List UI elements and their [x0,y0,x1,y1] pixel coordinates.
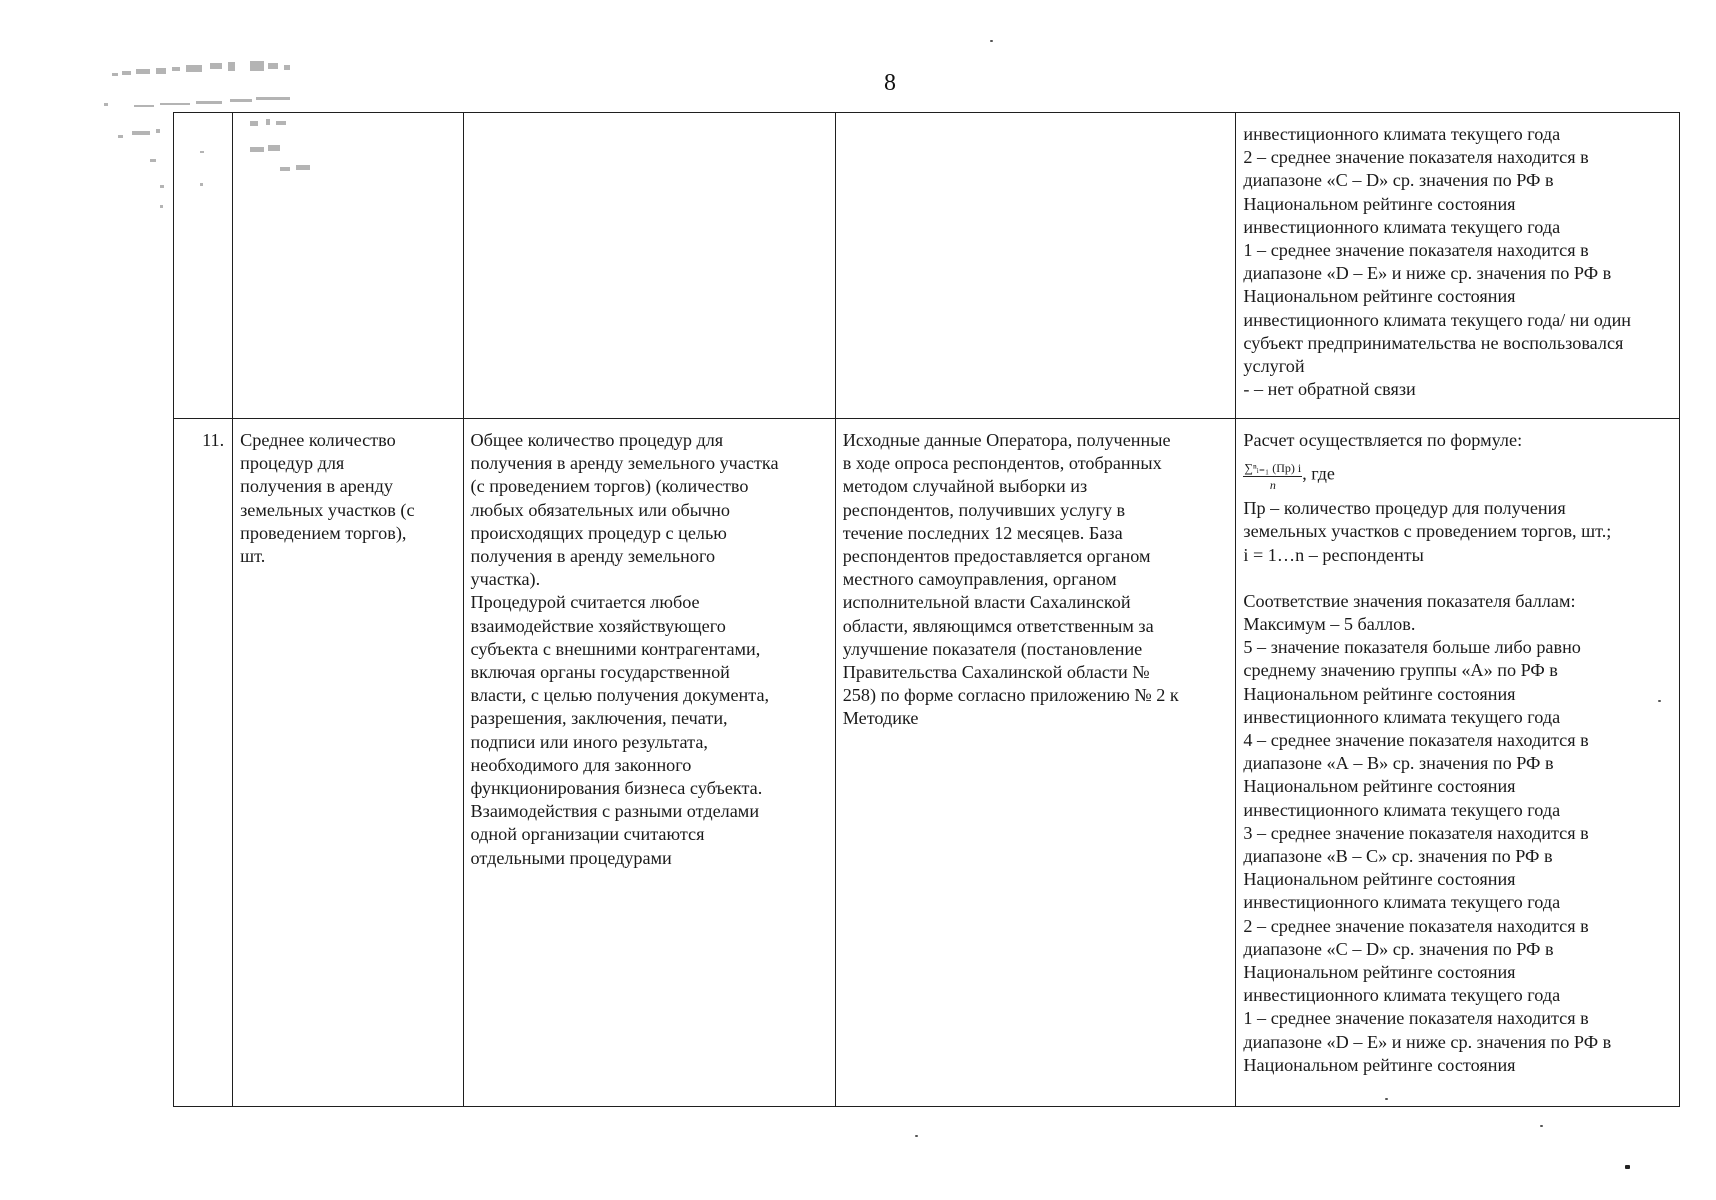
calculation-cell [1236,419,1680,1107]
definition-line: включая органы государственной [470,662,730,683]
calc-line: земельных участков с проведением торгов, шт.; [1243,521,1612,542]
scan-speck [1658,700,1661,702]
indicator-name-cell [233,113,463,419]
indicator-line: Среднее количество [240,430,396,450]
criteria-line: субъект предпринимательства не воспользовался [1243,332,1624,353]
criteria-line: диапазоне «С – D» ср. значения по РФ в [1243,170,1554,191]
source-line: местного самоуправления, органом [842,569,1117,590]
definition-line: Процедурой считается любое [470,592,700,613]
definition-line: Общее количество процедур для [470,430,724,450]
calc-line: i = 1…n – респонденты [1243,544,1424,565]
definition-line: одной организации считаются [470,824,705,845]
indicators-table [173,112,1680,1107]
criteria-line: услугой [1243,356,1305,377]
score-line: Национальном рейтинге состояния [1243,1054,1516,1075]
score-line: диапазоне «А – В» ср. значения по РФ в [1243,753,1554,774]
score-line: Соответствие значения показателя баллам: [1243,590,1576,611]
definition-line: функционирования бизнеса субъекта. [470,778,763,799]
definition-line: любых обязательных или обычно [470,499,730,520]
source-line: 258) по форме согласно приложению № 2 к [842,685,1179,706]
criteria-line: Национальном рейтинге состояния [1243,286,1516,307]
paragraph-gap [1243,567,1672,590]
score-line: инвестиционного климата текущего года [1243,799,1561,820]
criteria-line: - – нет обратной связи [1243,379,1416,400]
source-line: улучшение показателя (постановление [842,638,1143,659]
source-line: Исходные данные Оператора, полученные [842,430,1171,450]
criteria-line: Национальном рейтинге состояния [1243,193,1516,214]
score-line: 3 – среднее значение показателя находится в [1243,822,1589,843]
indicator-line: земельных участков (с [240,499,415,520]
scan-speck [1540,1125,1543,1127]
definition-line: получения в аренду земельного [470,546,716,567]
score-line: среднему значению группы «А» по РФ в [1243,660,1558,681]
definition-line: происходящих процедур с целью [470,522,727,543]
table-row-11 [174,419,1680,1107]
criteria-line: инвестиционного климата текущего года [1243,216,1561,237]
page-number: 8 [884,70,896,96]
definition-line: подписи или иного результата, [470,731,708,752]
source-line: Методике [842,708,919,729]
row-number-cell [174,113,233,419]
score-line: Национальном рейтинге состояния [1243,962,1516,983]
definition-line: необходимого для законного [470,754,692,775]
score-line: Максимум – 5 баллов. [1243,614,1416,635]
source-line: исполнительной власти Сахалинской [842,592,1131,613]
calculation-cell [1236,113,1680,419]
definition-cell [463,113,835,419]
definition-line: субъекта с внешними контрагентами, [470,638,761,659]
formula-suffix: , где [1302,463,1335,484]
definition-cell [463,419,835,1107]
definition-line: взаимодействие хозяйствующего [470,615,726,636]
score-line: инвестиционного климата текущего года [1243,892,1561,913]
table-row-continued [174,113,1680,419]
definition-line: Взаимодействия с разными отделами [470,801,760,822]
indicator-line: шт. [240,546,266,567]
score-line: диапазоне «С – D» ср. значения по РФ в [1243,938,1554,959]
source-line: респондентов, получивших услугу в [842,499,1126,520]
score-line: 4 – среднее значение показателя находится в [1243,730,1589,751]
source-line: в ходе опроса респондентов, отобранных [842,453,1162,474]
criteria-line: диапазоне «D – E» и ниже ср. значения по РФ в [1243,263,1612,284]
data-source-cell [835,113,1236,419]
indicator-line: получения в аренду [240,476,393,497]
source-line: области, являющимся ответственным за [842,615,1154,636]
formula [1243,460,1672,493]
score-line: диапазоне «В – С» ср. значения по РФ в [1243,846,1553,867]
definition-line: отдельными процедурами [470,847,672,868]
score-line: Национальном рейтинге состояния [1243,869,1516,890]
calc-line: Пр – количество процедур для получения [1243,498,1566,519]
source-line: Правительства Сахалинской области № [842,662,1150,683]
definition-line: получения в аренду земельного участка [470,453,779,474]
formula-denominator: n [1269,478,1276,493]
criteria-line: 1 – среднее значение показателя находится в [1243,240,1589,261]
data-source-cell [835,419,1236,1107]
scan-speck [1625,1165,1630,1169]
row-number-cell [174,419,233,1107]
formula-numerator: ∑ⁿᵢ₌₁ (Пр) i [1244,461,1302,476]
indicator-line: процедур для [240,453,345,474]
criteria-line: инвестиционного климата текущего года/ ни один [1243,309,1632,330]
scan-speck [1385,1098,1388,1100]
score-line: инвестиционного климата текущего года [1243,985,1561,1006]
indicator-line: проведением торгов), [240,522,407,543]
scan-speck [990,40,993,42]
formula-fraction [1243,460,1302,493]
criteria-line: инвестиционного климата текущего года [1243,124,1561,144]
definition-line: власти, с целью получения документа, [470,685,770,706]
calc-intro: Расчет осуществляется по формуле: [1243,430,1523,450]
score-line: 5 – значение показателя больше либо равно [1243,637,1581,658]
score-line: Национальном рейтинге состояния [1243,776,1516,797]
score-line: 2 – среднее значение показателя находится в [1243,915,1589,936]
definition-line: участка). [470,569,541,590]
score-line: инвестиционного климата текущего года [1243,706,1561,727]
criteria-line: 2 – среднее значение показателя находится в [1243,147,1589,168]
source-line: респондентов предоставляется органом [842,546,1151,567]
definition-line: (с проведением торгов) (количество [470,476,749,497]
scan-speck [915,1135,918,1137]
indicator-name-cell [233,419,463,1107]
source-line: методом случайной выборки из [842,476,1088,497]
definition-line: разрешения, заключения, печати, [470,708,728,729]
score-line: диапазоне «D – E» и ниже ср. значения по РФ в [1243,1031,1612,1052]
source-line: течение последних 12 месяцев. База [842,522,1123,543]
row-number: 11. [202,430,225,450]
score-line: 1 – среднее значение показателя находится в [1243,1008,1589,1029]
score-line: Национальном рейтинге состояния [1243,683,1516,704]
